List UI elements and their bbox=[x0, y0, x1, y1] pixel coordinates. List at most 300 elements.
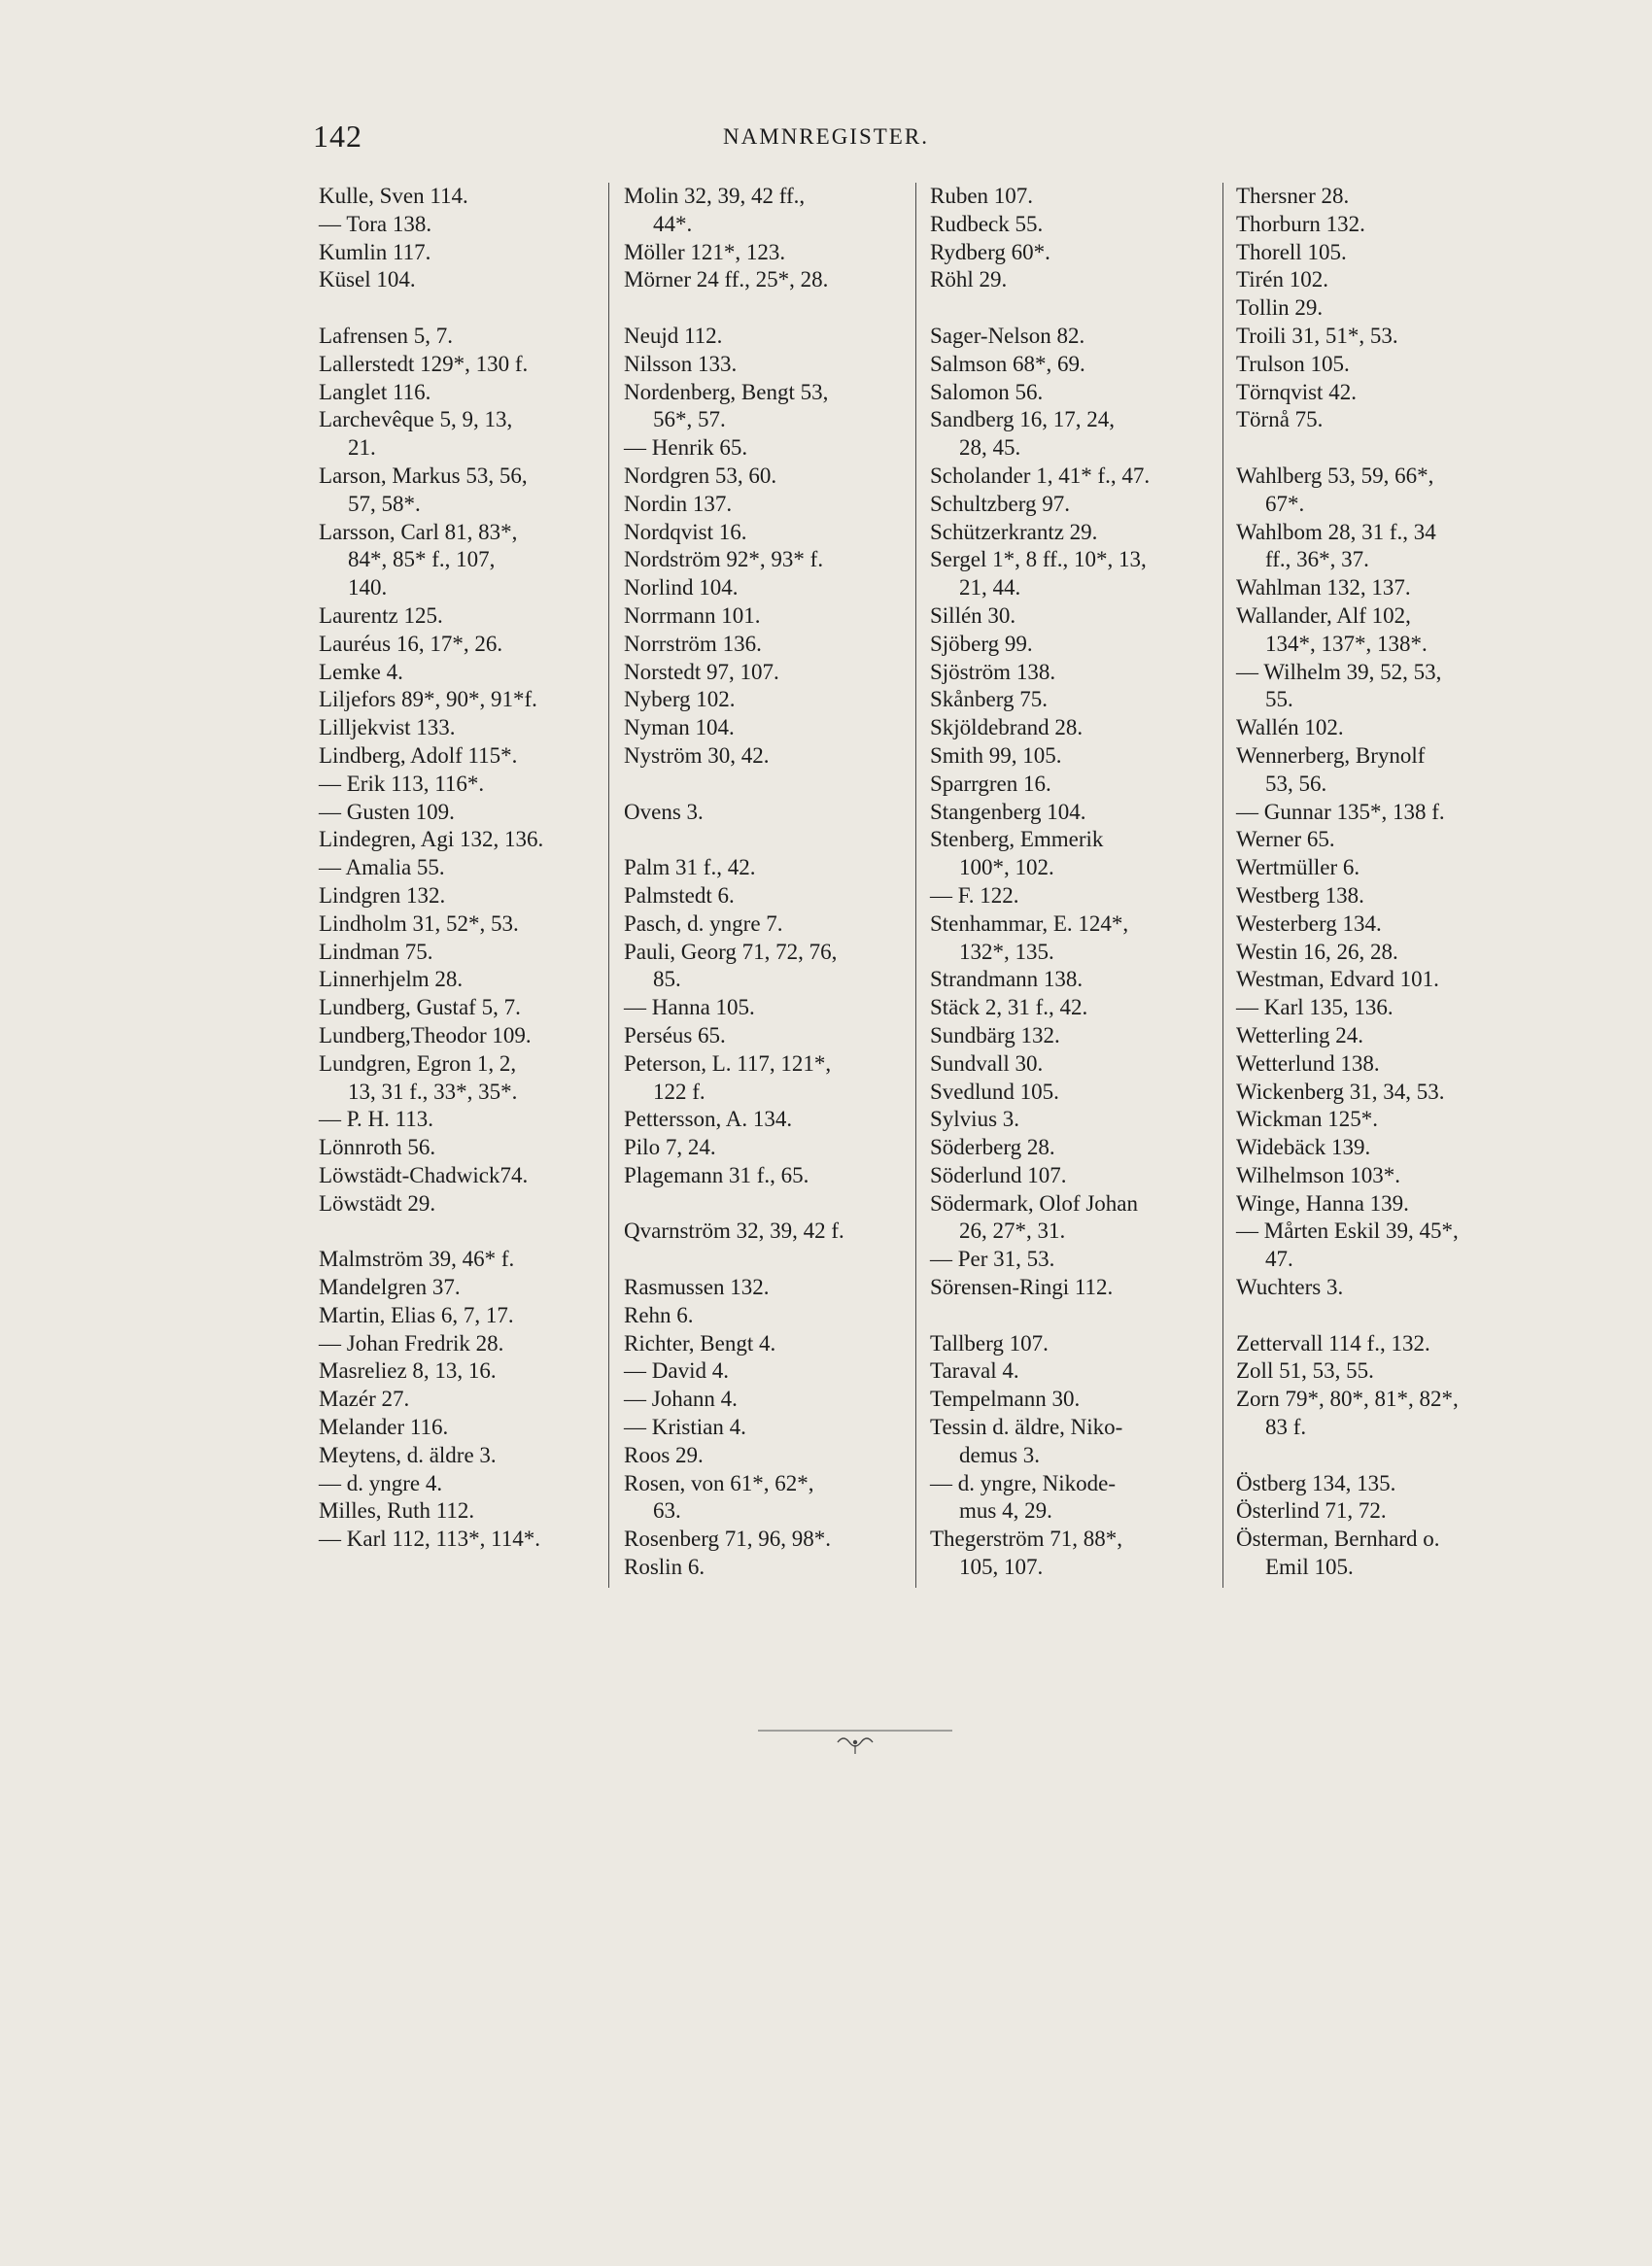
index-entry bbox=[928, 183, 1222, 211]
index-entry bbox=[928, 994, 1222, 1022]
entry-line: Ovens 3. bbox=[624, 799, 704, 824]
entry-line: — Gusten 109. bbox=[319, 799, 455, 824]
index-entry bbox=[1234, 1274, 1528, 1302]
index-entry bbox=[317, 1050, 610, 1107]
entry-line: Winge, Hanna 139. bbox=[1236, 1190, 1409, 1216]
index-entry bbox=[928, 463, 1222, 491]
index-entry bbox=[317, 854, 610, 882]
entry-line: Zoll 51, 53, 55. bbox=[1236, 1358, 1374, 1384]
index-entry bbox=[622, 1330, 915, 1358]
entry-line: Tollin 29. bbox=[1236, 295, 1324, 321]
entry-continuation: 83 f. bbox=[1265, 1415, 1307, 1440]
entry-continuation: 122 f. bbox=[653, 1079, 706, 1104]
index-entry bbox=[317, 406, 610, 463]
index-entry bbox=[928, 659, 1222, 687]
entry-line: Rydberg 60*. bbox=[930, 239, 1050, 264]
index-entry bbox=[928, 771, 1222, 799]
entry-line: Löwstädt-Chadwick74. bbox=[319, 1162, 529, 1187]
entry-line: Westman, Edvard 101. bbox=[1236, 967, 1439, 992]
entry-line: Peterson, L. 117, 121*, bbox=[624, 1050, 832, 1076]
entry-line: Törnå 75. bbox=[1236, 407, 1324, 432]
index-entry bbox=[1234, 602, 1528, 659]
index-entry bbox=[622, 659, 915, 687]
index-entry bbox=[1234, 1330, 1528, 1358]
index-column-3 bbox=[928, 183, 1222, 1582]
index-entry bbox=[928, 1106, 1222, 1134]
index-entry bbox=[928, 799, 1222, 827]
entry-line: Sandberg 16, 17, 24, bbox=[930, 407, 1115, 432]
entry-line: Lindman 75. bbox=[319, 939, 433, 964]
index-entry bbox=[1234, 379, 1528, 407]
entry-line: Skånberg 75. bbox=[930, 687, 1048, 712]
entry-continuation: 85. bbox=[653, 967, 681, 992]
entry-line: Pauli, Georg 71, 72, 76, bbox=[624, 939, 838, 964]
entry-line: Sjöström 138. bbox=[930, 659, 1056, 684]
index-entry bbox=[317, 939, 610, 967]
index-entry bbox=[317, 771, 610, 799]
entry-line: Tempelmann 30. bbox=[930, 1387, 1081, 1412]
index-entry bbox=[1234, 294, 1528, 323]
entry-line: Lindberg, Adolf 115*. bbox=[319, 742, 518, 768]
index-entry bbox=[928, 910, 1222, 967]
index-entry bbox=[317, 1357, 610, 1386]
entry-line: Langlet 116. bbox=[319, 379, 431, 404]
index-entry bbox=[928, 546, 1222, 602]
index-entry bbox=[317, 519, 610, 602]
index-entry bbox=[317, 323, 610, 351]
index-entry bbox=[622, 602, 915, 631]
entry-line: Scholander 1, 41* f., 47. bbox=[930, 463, 1151, 488]
index-entry bbox=[622, 799, 915, 827]
index-entry bbox=[928, 379, 1222, 407]
entry-line: Küsel 104. bbox=[319, 267, 416, 292]
index-entry bbox=[317, 1330, 610, 1358]
letter-group-gap bbox=[317, 1218, 610, 1246]
entry-line: Rudbeck 55. bbox=[930, 211, 1044, 236]
index-entry bbox=[622, 1134, 915, 1162]
entry-line: Salmson 68*, 69. bbox=[930, 351, 1085, 376]
entry-line: — Johan Fredrik 28. bbox=[319, 1330, 504, 1356]
entry-line: Kumlin 117. bbox=[319, 239, 431, 264]
index-entry bbox=[1234, 1470, 1528, 1498]
entry-continuation: 84*, 85* f., 107, bbox=[348, 547, 496, 572]
entry-line: Wahlberg 53, 59, 66*, bbox=[1236, 463, 1434, 488]
index-entry bbox=[317, 463, 610, 519]
index-entry bbox=[622, 239, 915, 267]
entry-line: Sundvall 30. bbox=[930, 1050, 1044, 1076]
entry-line: — d. yngre 4. bbox=[319, 1470, 443, 1495]
entry-line: Sylvius 3. bbox=[930, 1107, 1020, 1132]
index-entry bbox=[622, 1470, 915, 1527]
index-entry bbox=[928, 1134, 1222, 1162]
entry-line: Wahlbom 28, 31 f., 34 bbox=[1236, 519, 1436, 544]
entry-line: Sundbärg 132. bbox=[930, 1022, 1060, 1047]
entry-line: Kulle, Sven 114. bbox=[319, 184, 468, 208]
entry-continuation: 47. bbox=[1265, 1247, 1293, 1272]
entry-line: Widebäck 139. bbox=[1236, 1135, 1371, 1160]
entry-line: Nyberg 102. bbox=[624, 687, 736, 712]
entry-line: — Tora 138. bbox=[319, 211, 432, 236]
index-entry bbox=[622, 434, 915, 463]
index-entry bbox=[317, 1497, 610, 1526]
entry-line: Milles, Ruth 112. bbox=[319, 1498, 475, 1524]
entry-line: — d. yngre, Nikode- bbox=[930, 1470, 1116, 1495]
index-entry bbox=[1234, 183, 1528, 211]
entry-line: Wertmüller 6. bbox=[1236, 855, 1360, 880]
index-entry bbox=[622, 742, 915, 771]
index-entry bbox=[1234, 463, 1528, 519]
entry-line: Lindholm 31, 52*, 53. bbox=[319, 910, 519, 936]
index-entry bbox=[622, 882, 915, 910]
entry-line: Wetterling 24. bbox=[1236, 1022, 1364, 1047]
entry-continuation: 28, 45. bbox=[959, 435, 1021, 461]
index-entry bbox=[928, 742, 1222, 771]
entry-line: Stenberg, Emmerik bbox=[930, 827, 1104, 852]
index-entry bbox=[317, 631, 610, 659]
index-entry bbox=[317, 1386, 610, 1414]
entry-line: Lindegren, Agi 132, 136. bbox=[319, 827, 544, 852]
entry-line: — Henrik 65. bbox=[624, 435, 748, 461]
entry-line: Stäck 2, 31 f., 42. bbox=[930, 995, 1088, 1020]
letter-group-gap bbox=[928, 1302, 1222, 1330]
entry-line: — Wilhelm 39, 52, 53, bbox=[1236, 659, 1442, 684]
index-entry bbox=[622, 1554, 915, 1582]
index-entry bbox=[317, 1106, 610, 1134]
index-entry bbox=[622, 379, 915, 435]
entry-line: Thorell 105. bbox=[1236, 239, 1347, 264]
entry-continuation: 134*, 137*, 138*. bbox=[1265, 631, 1428, 656]
letter-group-gap bbox=[622, 1246, 915, 1274]
entry-line: Salomon 56. bbox=[930, 379, 1044, 404]
index-entry bbox=[928, 602, 1222, 631]
entry-line: — David 4. bbox=[624, 1358, 729, 1384]
letter-group-gap bbox=[928, 294, 1222, 323]
index-entry bbox=[1234, 1106, 1528, 1134]
entry-line: Tallberg 107. bbox=[930, 1330, 1049, 1356]
index-entry bbox=[622, 1106, 915, 1134]
entry-continuation: ff., 36*, 37. bbox=[1265, 547, 1369, 572]
entry-line: Sergel 1*, 8 ff., 10*, 13, bbox=[930, 547, 1147, 572]
entry-line: Mandelgren 37. bbox=[319, 1275, 461, 1300]
entry-continuation: 21, 44. bbox=[959, 575, 1021, 601]
entry-line: Ruben 107. bbox=[930, 184, 1034, 208]
index-entry bbox=[622, 491, 915, 519]
entry-line: — Karl 112, 113*, 114*. bbox=[319, 1527, 541, 1552]
index-entry bbox=[622, 1022, 915, 1050]
letter-group-gap bbox=[1234, 1442, 1528, 1470]
entry-line: Trulson 105. bbox=[1236, 351, 1350, 376]
end-ornament-icon bbox=[758, 1725, 952, 1760]
letter-group-gap bbox=[1234, 434, 1528, 463]
entry-line: Larchevêque 5, 9, 13, bbox=[319, 407, 513, 432]
entry-line: Taraval 4. bbox=[930, 1358, 1019, 1384]
index-entry bbox=[1234, 826, 1528, 854]
index-entry bbox=[928, 686, 1222, 714]
entry-line: — Erik 113, 116*. bbox=[319, 771, 485, 796]
index-entry bbox=[928, 211, 1222, 239]
letter-group-gap bbox=[1234, 1302, 1528, 1330]
index-entry bbox=[928, 491, 1222, 519]
index-entry bbox=[317, 1442, 610, 1470]
index-entry bbox=[1234, 519, 1528, 575]
entry-line: Liljefors 89*, 90*, 91*f. bbox=[319, 687, 537, 712]
index-entry bbox=[1234, 939, 1528, 967]
index-entry bbox=[317, 379, 610, 407]
index-entry bbox=[928, 1022, 1222, 1050]
index-entry bbox=[1234, 1022, 1528, 1050]
index-entry bbox=[622, 1386, 915, 1414]
index-entry bbox=[928, 1470, 1222, 1527]
index-entry bbox=[622, 351, 915, 379]
index-column-1 bbox=[317, 183, 610, 1554]
entry-line: Masreliez 8, 13, 16. bbox=[319, 1358, 497, 1384]
entry-line: Westberg 138. bbox=[1236, 882, 1364, 908]
entry-line: Lauréus 16, 17*, 26. bbox=[319, 631, 503, 656]
entry-line: Larsson, Carl 81, 83*, bbox=[319, 519, 518, 544]
index-entry bbox=[1234, 1134, 1528, 1162]
entry-line: — F. 122. bbox=[930, 882, 1019, 908]
entry-continuation: 56*, 57. bbox=[653, 407, 726, 432]
entry-line: Zorn 79*, 80*, 81*, 82*, bbox=[1236, 1387, 1459, 1412]
index-entry bbox=[928, 239, 1222, 267]
entry-line: Nyström 30, 42. bbox=[624, 742, 770, 768]
entry-line: Laurentz 125. bbox=[319, 602, 443, 628]
entry-continuation: 53, 56. bbox=[1265, 771, 1327, 796]
index-entry bbox=[928, 826, 1222, 882]
entry-line: Sörensen-Ringi 112. bbox=[930, 1275, 1114, 1300]
entry-line: Mörner 24 ff., 25*, 28. bbox=[624, 267, 829, 292]
index-entry bbox=[928, 1079, 1222, 1107]
entry-line: Lafrensen 5, 7. bbox=[319, 323, 453, 348]
entry-line: Lindgren 132. bbox=[319, 882, 446, 908]
index-entry bbox=[1234, 966, 1528, 994]
index-entry bbox=[317, 1274, 610, 1302]
index-entry bbox=[1234, 574, 1528, 602]
entry-line: Linnerhjelm 28. bbox=[319, 967, 464, 992]
entry-line: Norrström 136. bbox=[624, 631, 762, 656]
entry-line: Löwstädt 29. bbox=[319, 1190, 436, 1216]
entry-line: Neujd 112. bbox=[624, 323, 723, 348]
entry-line: Thersner 28. bbox=[1236, 184, 1350, 208]
entry-line: — Gunnar 135*, 138 f. bbox=[1236, 799, 1445, 824]
index-entry bbox=[928, 1526, 1222, 1582]
index-entry bbox=[1234, 266, 1528, 294]
entry-line: Malmström 39, 46* f. bbox=[319, 1247, 515, 1272]
entry-line: Österlind 71, 72. bbox=[1236, 1498, 1387, 1524]
index-entry bbox=[317, 1022, 610, 1050]
entry-line: Wickenberg 31, 34, 53. bbox=[1236, 1079, 1445, 1104]
index-entry bbox=[1234, 351, 1528, 379]
index-column-4 bbox=[1234, 183, 1528, 1582]
index-entry bbox=[928, 714, 1222, 742]
index-entry bbox=[622, 1414, 915, 1442]
index-entry bbox=[622, 1302, 915, 1330]
index-entry bbox=[1234, 1386, 1528, 1442]
entry-line: Norlind 104. bbox=[624, 575, 739, 601]
index-entry bbox=[622, 1357, 915, 1386]
index-entry bbox=[928, 966, 1222, 994]
index-entry bbox=[1234, 239, 1528, 267]
entry-line: Tirén 102. bbox=[1236, 267, 1328, 292]
index-entry bbox=[1234, 659, 1528, 715]
entry-line: Lilljekvist 133. bbox=[319, 715, 456, 740]
index-entry bbox=[1234, 854, 1528, 882]
index-entry bbox=[622, 631, 915, 659]
entry-line: Richter, Bengt 4. bbox=[624, 1330, 776, 1356]
entry-line: Smith 99, 105. bbox=[930, 742, 1062, 768]
page-number: 142 bbox=[313, 119, 362, 154]
index-entry bbox=[622, 910, 915, 939]
index-entry bbox=[622, 546, 915, 574]
index-entry bbox=[622, 1442, 915, 1470]
entry-line: Wickman 125*. bbox=[1236, 1107, 1378, 1132]
entry-line: Möller 121*, 123. bbox=[624, 239, 786, 264]
entry-line: Tessin d. äldre, Niko- bbox=[930, 1415, 1123, 1440]
entry-line: Sager-Nelson 82. bbox=[930, 323, 1085, 348]
entry-line: Thorburn 132. bbox=[1236, 211, 1365, 236]
index-entry bbox=[622, 1218, 915, 1246]
entry-line: Österman, Bernhard o. bbox=[1236, 1527, 1440, 1552]
index-entry bbox=[1234, 910, 1528, 939]
index-entry bbox=[1234, 1357, 1528, 1386]
entry-continuation: 67*. bbox=[1265, 491, 1305, 516]
index-entry bbox=[1234, 1079, 1528, 1107]
entry-line: Wilhelmson 103*. bbox=[1236, 1162, 1401, 1187]
index-entry bbox=[1234, 1526, 1528, 1582]
entry-line: Nilsson 133. bbox=[624, 351, 738, 376]
index-entry bbox=[317, 266, 610, 294]
entry-line: Troili 31, 51*, 53. bbox=[1236, 323, 1398, 348]
index-entry bbox=[622, 686, 915, 714]
index-entry bbox=[1234, 742, 1528, 799]
entry-line: Wetterlund 138. bbox=[1236, 1050, 1380, 1076]
index-entry bbox=[928, 519, 1222, 547]
index-entry bbox=[317, 686, 610, 714]
index-entry bbox=[317, 1414, 610, 1442]
index-entry bbox=[317, 1470, 610, 1498]
entry-line: Lundberg,Theodor 109. bbox=[319, 1022, 532, 1047]
entry-line: Schultzberg 97. bbox=[930, 491, 1070, 516]
entry-line: — Mårten Eskil 39, 45*, bbox=[1236, 1219, 1459, 1244]
index-entry bbox=[317, 966, 610, 994]
index-entry bbox=[317, 714, 610, 742]
index-entry bbox=[317, 742, 610, 771]
entry-line: Wallén 102. bbox=[1236, 715, 1344, 740]
index-entry bbox=[317, 1246, 610, 1274]
index-entry bbox=[928, 1162, 1222, 1190]
entry-line: Schützerkrantz 29. bbox=[930, 519, 1098, 544]
index-entry bbox=[317, 659, 610, 687]
entry-line: Rehn 6. bbox=[624, 1302, 694, 1327]
entry-continuation: 100*, 102. bbox=[959, 855, 1054, 880]
index-entry bbox=[317, 1162, 610, 1190]
entry-line: Roslin 6. bbox=[624, 1555, 706, 1580]
index-entry bbox=[1234, 211, 1528, 239]
index-entry bbox=[317, 1302, 610, 1330]
index-entry bbox=[928, 1274, 1222, 1302]
entry-line: Rosenberg 71, 96, 98*. bbox=[624, 1527, 831, 1552]
entry-line: Norrmann 101. bbox=[624, 602, 761, 628]
index-entry bbox=[317, 183, 610, 211]
entry-line: Martin, Elias 6, 7, 17. bbox=[319, 1302, 514, 1327]
entry-line: Westerberg 134. bbox=[1236, 910, 1382, 936]
entry-continuation: Emil 105. bbox=[1265, 1555, 1354, 1580]
entry-line: Pasch, d. yngre 7. bbox=[624, 910, 783, 936]
entry-continuation: 13, 31 f., 33*, 35*. bbox=[348, 1079, 518, 1104]
letter-group-gap bbox=[622, 294, 915, 323]
entry-line: Larson, Markus 53, 56, bbox=[319, 463, 528, 488]
entry-line: Rasmussen 132. bbox=[624, 1275, 770, 1300]
index-entry bbox=[317, 882, 610, 910]
column-rule bbox=[608, 183, 609, 1588]
entry-continuation: mus 4, 29. bbox=[959, 1498, 1052, 1524]
entry-line: Södermark, Olof Johan bbox=[930, 1190, 1138, 1216]
entry-line: Söderlund 107. bbox=[930, 1162, 1067, 1187]
index-entry bbox=[317, 1134, 610, 1162]
entry-line: Wennerberg, Brynolf bbox=[1236, 742, 1426, 768]
entry-line: — Karl 135, 136. bbox=[1236, 995, 1394, 1020]
entry-line: Melander 116. bbox=[319, 1415, 449, 1440]
index-entry bbox=[317, 239, 610, 267]
entry-line: Palm 31 f., 42. bbox=[624, 855, 756, 880]
letter-group-gap bbox=[622, 1190, 915, 1219]
entry-line: Röhl 29. bbox=[930, 267, 1008, 292]
letter-group-gap bbox=[622, 826, 915, 854]
letter-group-gap bbox=[622, 771, 915, 799]
index-entry bbox=[928, 1246, 1222, 1274]
index-entry bbox=[1234, 882, 1528, 910]
entry-line: — Hanna 105. bbox=[624, 995, 755, 1020]
entry-continuation: 132*, 135. bbox=[959, 939, 1054, 964]
index-entry bbox=[622, 1526, 915, 1554]
index-entry bbox=[622, 183, 915, 239]
index-entry bbox=[622, 1162, 915, 1190]
entry-line: Stenhammar, E. 124*, bbox=[930, 910, 1129, 936]
entry-continuation: demus 3. bbox=[959, 1442, 1041, 1467]
entry-continuation: 140. bbox=[348, 575, 388, 601]
entry-line: Wahlman 132, 137. bbox=[1236, 575, 1411, 601]
index-entry bbox=[1234, 406, 1528, 434]
entry-line: Norstedt 97, 107. bbox=[624, 659, 779, 684]
entry-line: Palmstedt 6. bbox=[624, 882, 735, 908]
column-rule bbox=[915, 183, 916, 1588]
index-entry bbox=[928, 1190, 1222, 1247]
entry-line: Lönnroth 56. bbox=[319, 1135, 436, 1160]
entry-line: Werner 65. bbox=[1236, 827, 1335, 852]
index-entry bbox=[1234, 1218, 1528, 1274]
index-entry bbox=[317, 351, 610, 379]
entry-line: Strandmann 138. bbox=[930, 967, 1084, 992]
index-entry bbox=[1234, 1162, 1528, 1190]
entry-line: Rosen, von 61*, 62*, bbox=[624, 1470, 814, 1495]
entry-line: Skjöldebrand 28. bbox=[930, 715, 1084, 740]
entry-line: Wallander, Alf 102, bbox=[1236, 602, 1411, 628]
index-entry bbox=[928, 266, 1222, 294]
index-entry bbox=[317, 994, 610, 1022]
index-entry bbox=[1234, 1497, 1528, 1526]
index-entry bbox=[622, 939, 915, 995]
column-rule bbox=[1222, 183, 1223, 1588]
entry-line: — Amalia 55. bbox=[319, 855, 445, 880]
entry-line: Meytens, d. äldre 3. bbox=[319, 1442, 497, 1467]
index-entry bbox=[317, 602, 610, 631]
index-entry bbox=[928, 1414, 1222, 1470]
index-entry bbox=[1234, 1190, 1528, 1219]
index-entry bbox=[928, 1386, 1222, 1414]
index-entry bbox=[622, 1274, 915, 1302]
index-entry bbox=[317, 1190, 610, 1219]
entry-line: Pilo 7, 24. bbox=[624, 1135, 716, 1160]
